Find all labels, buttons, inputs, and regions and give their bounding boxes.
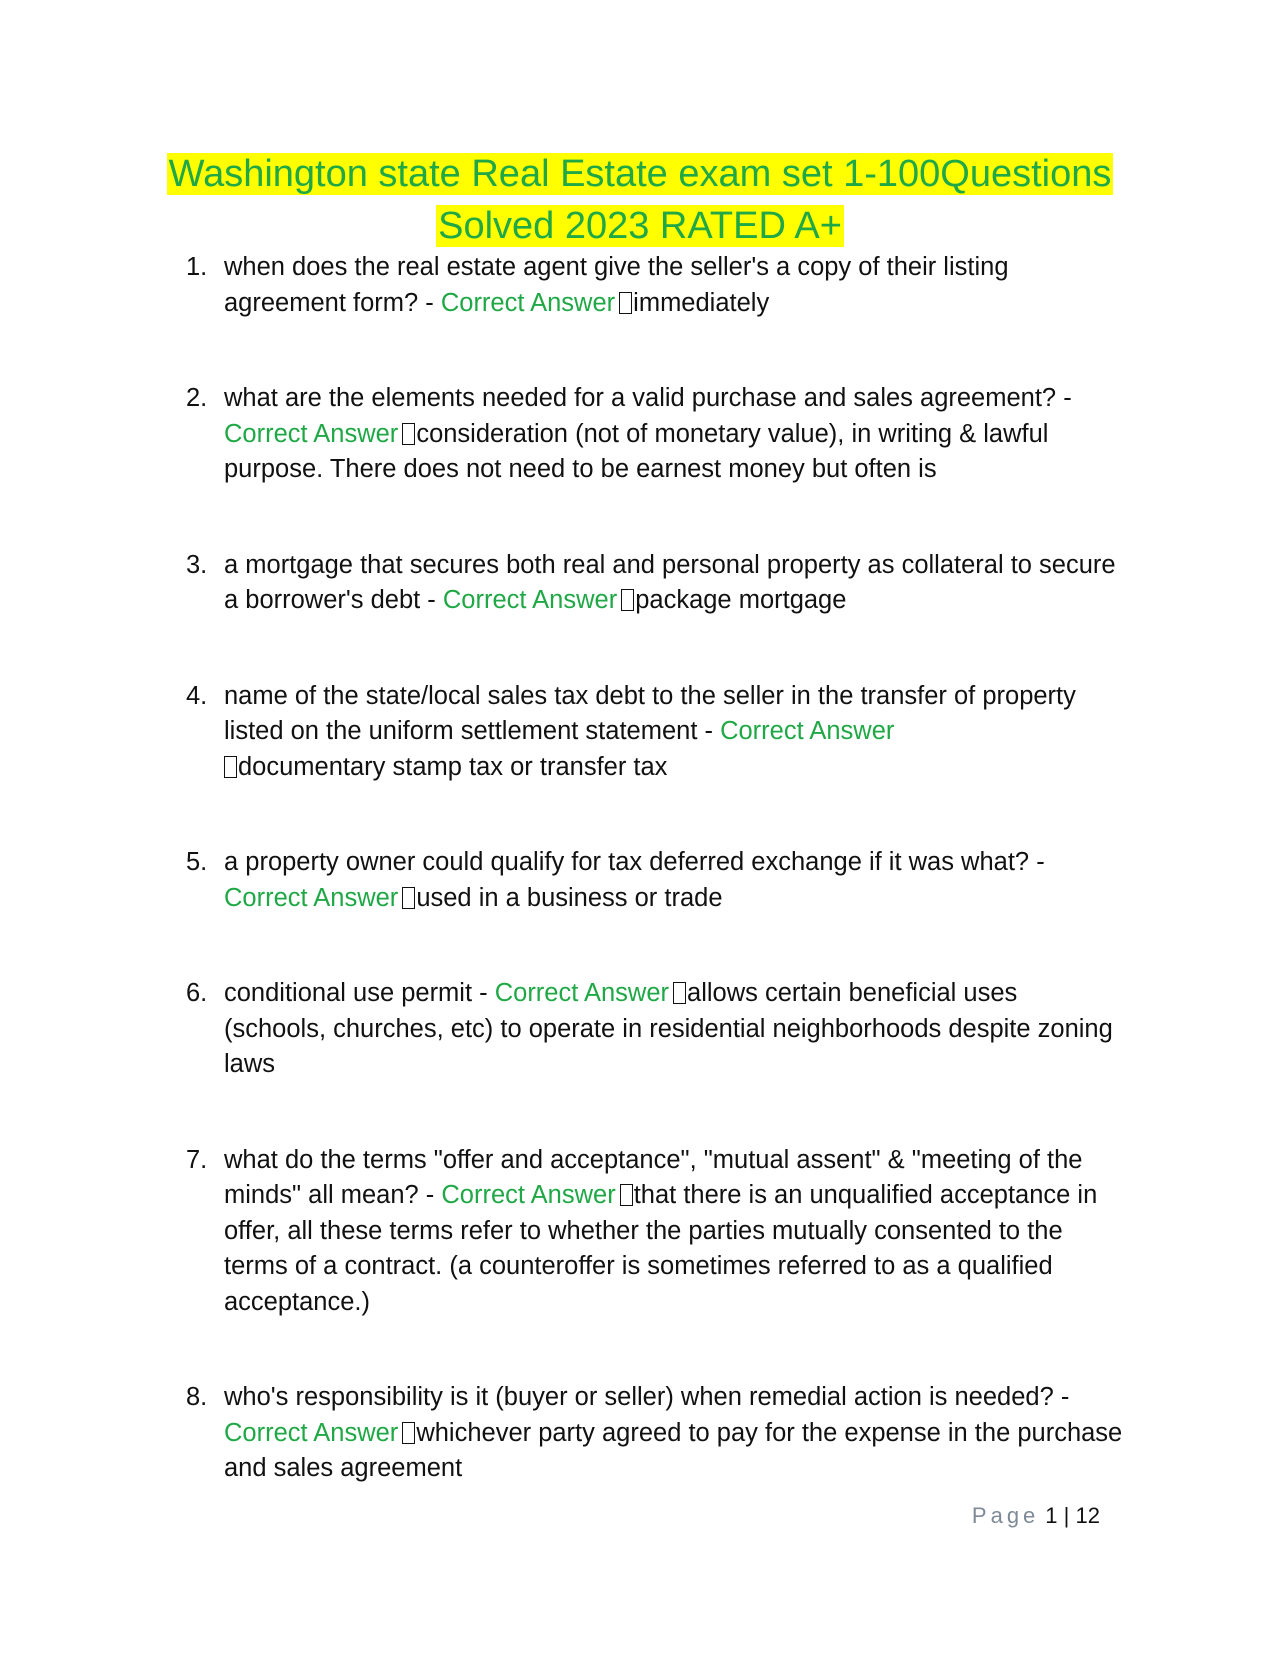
checkbox-glyph-icon <box>621 589 634 611</box>
answer-text: allows certain beneficial uses (schools, churches, etc) to operate in residential neighborhoods despite zoning laws <box>224 979 1113 1078</box>
answer-text: documentary stamp tax or transfer tax <box>238 752 668 781</box>
correct-answer-label: Correct Answer <box>440 288 616 317</box>
question-number: 6. <box>186 979 208 1007</box>
question-item-1 <box>186 250 1126 321</box>
correct-answer-label: Correct Answer <box>224 1418 399 1447</box>
correct-answer-label: Correct Answer <box>441 1181 616 1209</box>
question-item-2 <box>186 381 1126 488</box>
question-item-4 <box>186 679 1126 786</box>
question-text: when does the real estate agent give the seller's a copy of their listing agreement form? - <box>224 253 1009 317</box>
checkbox-glyph-icon <box>619 292 632 314</box>
document-title <box>160 148 1120 252</box>
question-item-5 <box>186 845 1126 916</box>
correct-answer-label: Correct Answer <box>224 883 399 912</box>
page-word: Page <box>971 1503 1040 1528</box>
question-text: conditional use permit - <box>224 979 495 1007</box>
page-current: 1 <box>1045 1503 1058 1528</box>
answer-text: consideration (not of monetary value), in writing & lawful purpose. There does not need to be earnest money but often is <box>224 419 1049 483</box>
checkbox-glyph-icon <box>673 982 686 1004</box>
correct-answer-label: Correct Answer <box>720 717 895 745</box>
page-total: 12 <box>1075 1503 1100 1528</box>
question-item-3 <box>186 548 1126 619</box>
question-item-8 <box>186 1380 1126 1487</box>
checkbox-glyph-icon <box>224 756 237 778</box>
answer-text: used in a business or trade <box>416 883 723 912</box>
question-list <box>186 250 1126 1547</box>
question-text: who's responsibility is it (buyer or seller) when remedial action is needed? - <box>224 1383 1070 1411</box>
question-number: 4. <box>186 681 208 710</box>
question-text: what are the elements needed for a valid purchase and sales agreement? - <box>224 384 1072 412</box>
question-number: 1. <box>186 253 208 281</box>
checkbox-glyph-icon <box>402 887 415 909</box>
checkbox-glyph-icon <box>620 1184 633 1206</box>
question-number: 7. <box>186 1145 208 1174</box>
page-footer <box>972 1503 1100 1529</box>
page-separator: | <box>1063 1503 1070 1528</box>
question-text: what do the terms "offer and acceptance", "mutual assent" & "meeting of the minds" all mean? - <box>224 1145 1083 1209</box>
question-text: name of the state/local sales tax debt to the seller in the transfer of property listed on the uniform settlement statement - <box>224 681 1076 745</box>
correct-answer-label: Correct Answer <box>494 979 670 1007</box>
question-number: 2. <box>186 384 208 412</box>
question-text: a property owner could qualify for tax deferred exchange if it was what? - <box>224 848 1045 876</box>
question-item-7 <box>186 1143 1126 1321</box>
title-highlight: Washington state Real Estate exam set 1-100Questions Solved 2023 RATED A+ <box>168 153 1112 247</box>
checkbox-glyph-icon <box>402 423 415 445</box>
answer-text: package mortgage <box>635 586 847 614</box>
checkbox-glyph-icon <box>402 1422 415 1444</box>
question-number: 8. <box>186 1383 208 1411</box>
question-item-6 <box>186 976 1126 1083</box>
question-text: a mortgage that secures both real and personal property as collateral to secure a borrower's debt - <box>224 550 1116 614</box>
correct-answer-label: Correct Answer <box>224 419 399 448</box>
answer-text: immediately <box>633 288 770 317</box>
answer-text: whichever party agreed to pay for the expense in the purchase and sales agreement <box>224 1418 1123 1482</box>
question-number: 3. <box>186 550 208 579</box>
question-number: 5. <box>186 848 208 876</box>
correct-answer-label: Correct Answer <box>442 586 618 614</box>
answer-text: that there is an unqualified acceptance in offer, all these terms refer to whether the parties mutually consented to the terms of a contract. (a counteroffer is sometimes referred to as a qualified acceptance.) <box>224 1181 1098 1316</box>
